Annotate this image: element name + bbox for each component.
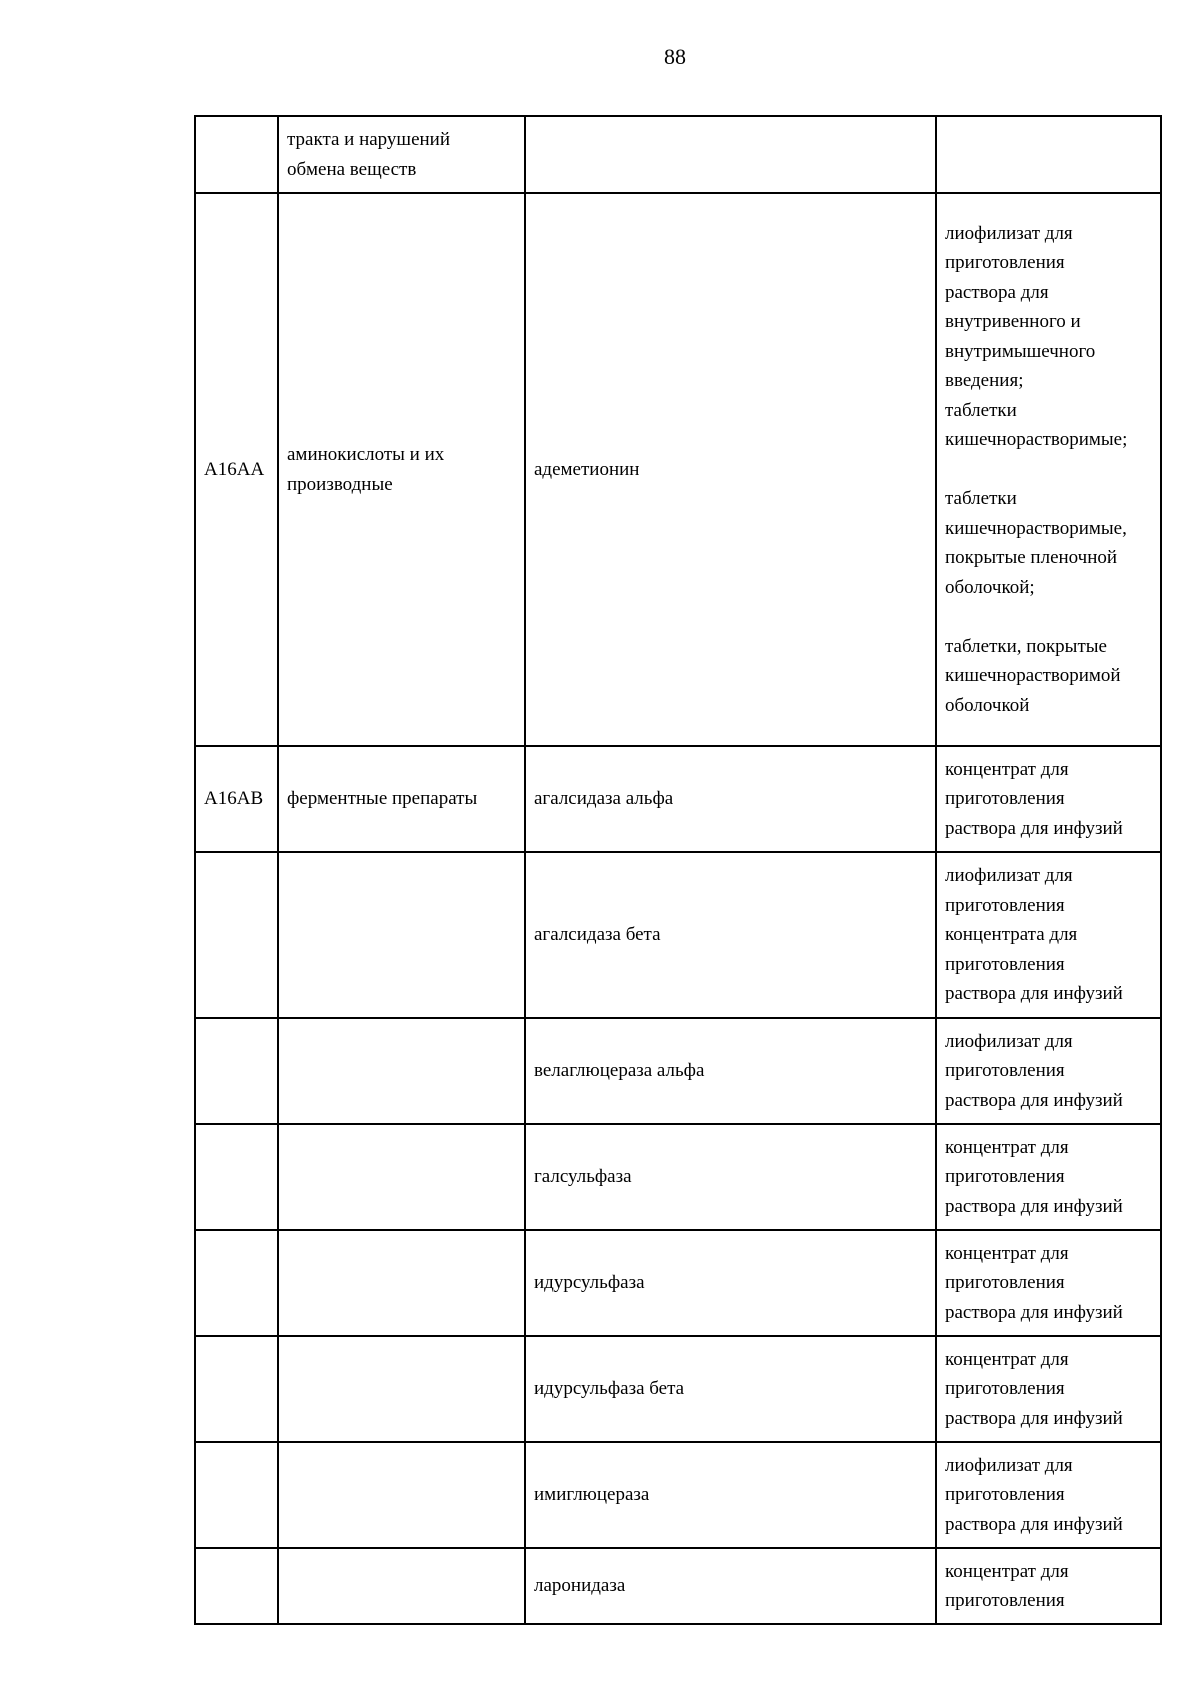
atc-code-cell [195,1548,278,1624]
dosage-form-cell [936,193,1161,746]
dosage-form-line: кишечнорастворимые; [945,429,1128,451]
drug-name-cell [525,116,936,193]
dosage-form-line: внутривенного и [945,311,1081,333]
dosage-form-line: раствора для инфузий [945,1195,1123,1217]
dosage-form-line: приготовления [945,252,1065,274]
atc-code-cell [195,1018,278,1124]
table-row [195,1230,1161,1336]
dosage-form-line: концентрат для [945,1136,1069,1158]
drug-name-cell: галсульфаза [525,1124,936,1230]
dosage-form-line: приготовления [945,953,1065,975]
table-body [195,116,1161,1624]
atc-code-cell [195,1336,278,1442]
dosage-form-line: концентрат для [945,1560,1069,1582]
group-line: производные [287,473,393,495]
dosage-form-cell [936,1124,1161,1230]
dosage-form-line: лиофилизат для [945,865,1073,887]
dosage-form-line: введения; [945,370,1024,392]
dosage-form-line: раствора для инфузий [945,1513,1123,1535]
drug-name-cell: адеметионин [525,193,936,746]
dosage-form-line: раствора для инфузий [945,817,1123,839]
table-row [195,1442,1161,1548]
atc-code-cell [195,1442,278,1548]
atc-code-cell [195,1230,278,1336]
drug-name-cell: ларонидаза [525,1548,936,1624]
drug-name-cell: идурсульфаза бета [525,1336,936,1442]
dosage-form-line: раствора для инфузий [945,1089,1123,1111]
group-cell [278,116,525,193]
dosage-form-cell [936,116,1161,193]
drug-name-cell: велаглюцераза альфа [525,1018,936,1124]
dosage-form-line: приготовления [945,1060,1065,1082]
dosage-form-line: приготовления [945,1166,1065,1188]
group-cell [278,193,525,746]
dosage-form-line: оболочкой; [945,576,1035,598]
dosage-form-cell [936,1548,1161,1624]
dosage-form-line [945,602,1152,632]
group-line: ферментные препараты [287,788,478,810]
group-line: аминокислоты и их [287,444,445,465]
dosage-form-line: покрытые пленочной [945,547,1118,569]
dosage-form-line: приготовления [945,1378,1065,1400]
dosage-form-line: раствора для инфузий [945,1407,1123,1429]
dosage-form-line: лиофилизат для [945,222,1073,244]
drug-name-cell: имиглюцераза [525,1442,936,1548]
table-row [195,1548,1161,1624]
dosage-form-line: кишечнорастворимой [945,665,1121,687]
dosage-form-line: приготовления [945,894,1065,916]
dosage-form-line: приготовления [945,1590,1065,1611]
page-number: 88 [664,44,686,69]
group-cell [278,852,525,1018]
table-row [195,746,1161,852]
group-cell [278,746,525,852]
dosage-form-line: таблетки [945,488,1017,510]
dosage-form-line: концентрат для [945,1242,1069,1264]
dosage-form-line: приготовления [945,1272,1065,1294]
group-cell [278,1442,525,1548]
dosage-form-cell [936,852,1161,1018]
dosage-form-line: раствора для инфузий [945,983,1123,1005]
dosage-form-line: концентрата для [945,924,1078,946]
table-row [195,116,1161,193]
table-row [195,1018,1161,1124]
drug-table [194,115,1162,1625]
group-cell [278,1548,525,1624]
drug-name-cell: агалсидаза альфа [525,746,936,852]
dosage-form-line: таблетки [945,399,1017,421]
dosage-form-line: приготовления [945,788,1065,810]
dosage-form-cell [936,1442,1161,1548]
group-cell [278,1230,525,1336]
atc-code-cell [195,116,278,193]
drug-name-cell: идурсульфаза [525,1230,936,1336]
group-cell [278,1018,525,1124]
dosage-form-line: концентрат для [945,1348,1069,1370]
table-row [195,852,1161,1018]
atc-code-cell: A16AB [195,746,278,852]
dosage-form-line: таблетки, покрытые [945,635,1107,657]
dosage-form-line: оболочкой [945,694,1030,716]
dosage-form-cell [936,746,1161,852]
table-row [195,193,1161,746]
atc-code-cell [195,1124,278,1230]
atc-code-cell [195,852,278,1018]
dosage-form-cell [936,1230,1161,1336]
drug-name-cell: агалсидаза бета [525,852,936,1018]
atc-code-cell: A16AA [195,193,278,746]
dosage-form-line: лиофилизат для [945,1030,1073,1052]
dosage-form-cell [936,1018,1161,1124]
dosage-form-line: внутримышечного [945,340,1096,362]
table-row [195,1124,1161,1230]
group-cell [278,1124,525,1230]
dosage-form-line: раствора для инфузий [945,1301,1123,1323]
group-line: обмена веществ [287,158,417,180]
table-row [195,1336,1161,1442]
dosage-form-cell [936,1336,1161,1442]
dosage-form-line: приготовления [945,1484,1065,1506]
dosage-form-line: лиофилизат для [945,1454,1073,1476]
group-line: тракта и нарушений [287,129,451,150]
group-cell [278,1336,525,1442]
dosage-form-line: концентрат для [945,758,1069,780]
dosage-form-line [945,455,1152,485]
dosage-form-line: кишечнорастворимые, [945,517,1127,539]
dosage-form-line: раствора для [945,281,1049,303]
